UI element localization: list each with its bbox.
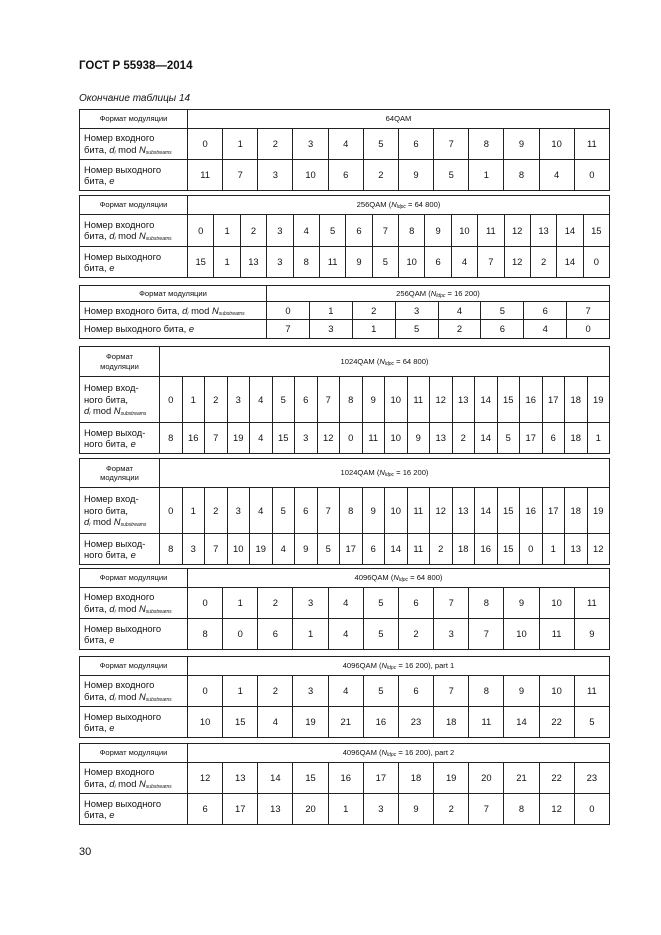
input-bit-cell: 4 (328, 676, 363, 707)
output-bit-cell: 8 (504, 160, 539, 191)
output-bit-cell: 9 (346, 247, 372, 278)
bit-table-64qam (79, 109, 610, 191)
input-bit-cell: 10 (539, 129, 574, 160)
input-bit-cell: 22 (539, 763, 574, 794)
format-label-cell: Формат модуляции (80, 347, 160, 377)
input-bit-cell: 7 (434, 676, 469, 707)
format-name: 1024QAM ( (340, 468, 380, 477)
input-bit-cell: 3 (395, 302, 438, 320)
input-bit-cell: 17 (542, 377, 565, 423)
format-value-cell: 256QAM ($N_{ldpc} = 64$ 800) (188, 196, 610, 215)
output-bit-cell: 2 (452, 423, 475, 454)
input-bit-cell: 0 (160, 377, 183, 423)
output-bit-cell: 2 (363, 160, 398, 191)
output-bit-cell: 7 (469, 794, 504, 825)
input-bit-cell: 9 (425, 215, 451, 247)
output-bit-cell: 13 (240, 247, 266, 278)
input-bit-cell: 11 (574, 676, 609, 707)
format-name: 64QAM (385, 114, 412, 124)
output-bit-cell: 19 (227, 423, 250, 454)
output-bit-cell: 9 (398, 794, 433, 825)
output-bit-cell: 4 (250, 423, 273, 454)
input-bit-cell: 6 (398, 588, 433, 619)
output-bit-cell: 2 (398, 619, 433, 650)
output-bit-cell: 3 (309, 320, 352, 339)
input-bit-cell: 1 (309, 302, 352, 320)
output-bit-cell: 5 (317, 534, 340, 565)
input-bit-label: Номер входного бита, $d_i$ mod $N_{substreams}$ (80, 588, 188, 619)
input-bit-cell: 14 (557, 215, 583, 247)
input-bit-cell: 2 (205, 488, 228, 534)
input-bit-cell: 19 (587, 488, 610, 534)
bit-table-4096qam-16200-part2 (79, 743, 610, 825)
output-bit-label: Номер выходного бита, e (80, 160, 188, 191)
format-name: 4096QAM ( (354, 573, 394, 582)
input-bit-cell: 9 (362, 377, 385, 423)
input-bit-cell: 8 (469, 588, 504, 619)
input-bit-cell: 10 (539, 676, 574, 707)
input-bit-cell: 1 (182, 377, 205, 423)
output-bit-cell: 5 (395, 320, 438, 339)
output-bit-cell: 7 (267, 320, 310, 339)
input-bit-cell: 4 (438, 302, 481, 320)
output-bit-cell: 4 (258, 707, 293, 738)
format-value-cell: 1024QAM ($N_{ldpc} = 16$ 200) (160, 459, 610, 488)
input-bit-cell: 3 (227, 488, 250, 534)
output-bit-cell: 1 (469, 160, 504, 191)
input-bit-cell: 3 (227, 377, 250, 423)
input-bit-cell: 7 (372, 215, 398, 247)
output-bit-label: Номер выходного бита, e (80, 320, 267, 339)
input-bit-cell: 0 (267, 302, 310, 320)
input-bit-cell: 5 (363, 129, 398, 160)
output-bit-cell: 1 (352, 320, 395, 339)
input-bit-cell: 3 (293, 129, 328, 160)
output-bit-cell: 15 (272, 423, 295, 454)
output-bit-cell: 18 (452, 534, 475, 565)
output-bit-cell: 12 (539, 794, 574, 825)
input-bit-cell: 8 (399, 215, 425, 247)
output-bit-cell: 10 (399, 247, 425, 278)
output-bit-cell: 13 (565, 534, 588, 565)
output-bit-cell: 4 (451, 247, 477, 278)
input-bit-cell: 5 (272, 488, 295, 534)
input-bit-cell: 4 (250, 488, 273, 534)
input-bit-cell: 11 (407, 488, 430, 534)
input-bit-cell: 10 (451, 215, 477, 247)
input-bit-cell: 17 (542, 488, 565, 534)
input-bit-cell: 1 (223, 129, 258, 160)
format-value-cell: 256QAM ($N_{ldpc} = 16$ 200) (267, 286, 610, 302)
output-bit-cell: 11 (319, 247, 345, 278)
input-bit-cell: 5 (272, 377, 295, 423)
output-bit-cell: 12 (317, 423, 340, 454)
output-bit-label: Номер выходного бита, e (80, 794, 188, 825)
output-bit-cell: 3 (295, 423, 318, 454)
format-value-cell: 4096QAM ($N_{ldpc} = 16$ 200), part 1 (188, 657, 610, 676)
input-bit-cell: 5 (481, 302, 524, 320)
input-bit-cell: 9 (504, 588, 539, 619)
input-bit-cell: 17 (363, 763, 398, 794)
input-bit-cell: 16 (520, 488, 543, 534)
output-bit-cell: 6 (425, 247, 451, 278)
input-bit-cell: 13 (452, 488, 475, 534)
input-bit-cell: 10 (385, 488, 408, 534)
output-bit-cell: 14 (475, 423, 498, 454)
output-bit-cell: 16 (475, 534, 498, 565)
output-bit-cell: 11 (469, 707, 504, 738)
output-bit-cell: 9 (398, 160, 433, 191)
input-bit-cell: 12 (430, 488, 453, 534)
input-bit-cell: 2 (258, 129, 293, 160)
output-bit-cell: 4 (272, 534, 295, 565)
format-name: 256QAM ( (396, 288, 431, 298)
output-bit-cell: 9 (574, 619, 609, 650)
input-bit-cell: 0 (188, 129, 223, 160)
output-bit-cell: 14 (385, 534, 408, 565)
output-bit-cell: 10 (385, 423, 408, 454)
input-bit-cell: 0 (188, 676, 223, 707)
output-bit-cell: 4 (539, 160, 574, 191)
output-bit-cell: 5 (372, 247, 398, 278)
input-bit-cell: 2 (240, 215, 266, 247)
input-bit-cell: 13 (530, 215, 556, 247)
input-bit-label: Номер входного бита, $d_i$ mod $N_{substreams}$ (80, 676, 188, 707)
output-bit-cell: 5 (434, 160, 469, 191)
output-bit-cell: 15 (223, 707, 258, 738)
input-bit-cell: 7 (434, 588, 469, 619)
input-bit-cell: 18 (565, 488, 588, 534)
input-bit-cell: 8 (469, 676, 504, 707)
output-bit-cell: 18 (565, 423, 588, 454)
input-bit-cell: 12 (188, 763, 223, 794)
format-label-cell: Формат модуляции (80, 657, 188, 676)
output-bit-cell: 0 (520, 534, 543, 565)
input-bit-cell: 20 (469, 763, 504, 794)
output-bit-cell: 13 (258, 794, 293, 825)
format-label-cell: Формат модуляции (80, 744, 188, 763)
output-bit-label: Номер выходного бита, e (80, 247, 188, 278)
output-bit-cell: 1 (293, 619, 328, 650)
output-bit-cell: 5 (363, 619, 398, 650)
input-bit-cell: 2 (258, 676, 293, 707)
output-bit-cell: 21 (328, 707, 363, 738)
document-header: ГОСТ Р 55938—2014 (79, 60, 193, 72)
output-bit-cell: 11 (407, 534, 430, 565)
input-bit-cell: 12 (430, 377, 453, 423)
input-bit-cell: 5 (363, 676, 398, 707)
format-label-cell: Формат модуляции (80, 110, 188, 129)
page-number: 30 (79, 846, 92, 858)
output-bit-cell: 0 (574, 160, 609, 191)
output-bit-cell: 3 (267, 247, 293, 278)
output-bit-cell: 7 (205, 423, 228, 454)
input-bit-cell: 0 (160, 488, 183, 534)
output-bit-cell: 0 (340, 423, 363, 454)
input-bit-cell: 19 (434, 763, 469, 794)
input-bit-cell: 1 (182, 488, 205, 534)
output-bit-cell: 18 (434, 707, 469, 738)
output-bit-cell: 4 (328, 619, 363, 650)
format-label-cell: Формат модуляции (80, 569, 188, 588)
input-bit-cell: 11 (407, 377, 430, 423)
output-bit-cell: 7 (469, 619, 504, 650)
input-bit-cell: 9 (362, 488, 385, 534)
output-bit-cell: 22 (539, 707, 574, 738)
output-bit-cell: 11 (539, 619, 574, 650)
output-bit-cell: 17 (520, 423, 543, 454)
output-bit-cell: 8 (160, 423, 183, 454)
output-bit-cell: 6 (542, 423, 565, 454)
input-bit-cell: 14 (475, 488, 498, 534)
format-label-cell: Формат модуляции (80, 196, 188, 215)
input-bit-cell: 16 (328, 763, 363, 794)
input-bit-cell: 6 (295, 377, 318, 423)
output-bit-cell: 9 (295, 534, 318, 565)
output-bit-cell: 2 (434, 794, 469, 825)
input-bit-cell: 7 (317, 488, 340, 534)
output-bit-cell: 15 (188, 247, 214, 278)
input-bit-cell: 5 (319, 215, 345, 247)
format-name: 1024QAM ( (340, 356, 380, 366)
output-bit-cell: 3 (363, 794, 398, 825)
input-bit-cell: 4 (328, 129, 363, 160)
output-bit-label: Номер выходного бита, e (80, 619, 188, 650)
input-bit-cell: 13 (452, 377, 475, 423)
input-bit-cell: 1 (223, 588, 258, 619)
input-bit-cell: 1 (223, 676, 258, 707)
bit-table-4096qam-64800 (79, 568, 610, 650)
output-bit-cell: 10 (227, 534, 250, 565)
input-bit-cell: 4 (328, 588, 363, 619)
format-label-cell: Формат модуляции (80, 286, 267, 302)
output-bit-cell: 16 (182, 423, 205, 454)
output-bit-cell: 7 (205, 534, 228, 565)
input-bit-label: Номер входного бита, $d_i$ mod $N_{substreams}$ (80, 129, 188, 160)
output-bit-cell: 16 (363, 707, 398, 738)
output-bit-cell: 7 (478, 247, 504, 278)
format-value-cell: 1024QAM ($N_{ldpc} = 64$ 800) (160, 347, 610, 377)
input-bit-cell: 1 (214, 215, 240, 247)
input-bit-cell: 18 (565, 377, 588, 423)
output-bit-cell: 6 (328, 160, 363, 191)
input-bit-cell: 2 (258, 588, 293, 619)
input-bit-cell: 5 (363, 588, 398, 619)
output-bit-cell: 1 (587, 423, 610, 454)
input-bit-cell: 15 (583, 215, 609, 247)
output-bit-cell: 19 (250, 534, 273, 565)
input-bit-cell: 10 (539, 588, 574, 619)
input-bit-cell: 7 (317, 377, 340, 423)
input-bit-cell: 4 (250, 377, 273, 423)
input-bit-cell: 15 (497, 488, 520, 534)
output-bit-cell: 8 (293, 247, 319, 278)
input-bit-cell: 6 (346, 215, 372, 247)
input-bit-cell: 9 (504, 129, 539, 160)
format-value-cell (188, 110, 610, 129)
input-bit-label: Номер входного бита, $d_i$ mod $N_{substreams}$ (80, 215, 188, 247)
output-bit-cell: 1 (328, 794, 363, 825)
output-bit-label: Номер выход- ного бита, e (80, 423, 160, 454)
output-bit-cell: 9 (407, 423, 430, 454)
output-bit-label: Номер выход- ного бита, e (80, 534, 160, 565)
input-bit-cell: 2 (205, 377, 228, 423)
output-bit-cell: 10 (504, 619, 539, 650)
output-bit-cell: 6 (362, 534, 385, 565)
input-bit-cell: 14 (258, 763, 293, 794)
input-bit-cell: 16 (520, 377, 543, 423)
input-bit-cell: 6 (524, 302, 567, 320)
output-bit-cell: 17 (340, 534, 363, 565)
output-bit-cell: 0 (567, 320, 610, 339)
output-bit-cell: 0 (583, 247, 609, 278)
input-bit-cell: 18 (398, 763, 433, 794)
input-bit-cell: 6 (398, 129, 433, 160)
output-bit-cell: 1 (214, 247, 240, 278)
output-bit-cell: 14 (557, 247, 583, 278)
input-bit-cell: 7 (434, 129, 469, 160)
format-name: 4096QAM ( (342, 748, 382, 757)
input-bit-cell: 14 (475, 377, 498, 423)
output-bit-cell: 15 (497, 534, 520, 565)
input-bit-cell: 8 (340, 488, 363, 534)
output-bit-cell: 0 (574, 794, 609, 825)
input-bit-cell: 11 (574, 129, 609, 160)
output-bit-cell: 20 (293, 794, 328, 825)
input-bit-cell: 6 (295, 488, 318, 534)
bit-table-1024qam-64800 (79, 346, 610, 454)
bit-table-1024qam-16200 (79, 458, 610, 565)
output-bit-cell: 12 (504, 247, 530, 278)
output-bit-cell: 17 (223, 794, 258, 825)
input-bit-cell: 15 (497, 377, 520, 423)
output-bit-cell: 2 (530, 247, 556, 278)
output-bit-cell: 11 (188, 160, 223, 191)
input-bit-cell: 19 (587, 377, 610, 423)
input-bit-cell: 8 (469, 129, 504, 160)
output-bit-cell: 3 (434, 619, 469, 650)
output-bit-cell: 6 (258, 619, 293, 650)
input-bit-cell: 23 (574, 763, 609, 794)
input-bit-cell: 11 (478, 215, 504, 247)
output-bit-cell: 0 (223, 619, 258, 650)
output-bit-cell: 13 (430, 423, 453, 454)
output-bit-cell: 3 (258, 160, 293, 191)
input-bit-cell: 0 (188, 588, 223, 619)
output-bit-cell: 6 (188, 794, 223, 825)
output-bit-cell: 1 (542, 534, 565, 565)
input-bit-cell: 4 (293, 215, 319, 247)
output-bit-cell: 8 (160, 534, 183, 565)
output-bit-cell: 11 (362, 423, 385, 454)
bit-table-4096qam-16200-part1 (79, 656, 610, 738)
output-bit-cell: 19 (293, 707, 328, 738)
output-bit-cell: 2 (438, 320, 481, 339)
input-bit-cell: 6 (398, 676, 433, 707)
format-value-cell: 4096QAM ($N_{ldpc} = 16$ 200), part 2 (188, 744, 610, 763)
output-bit-cell: 2 (430, 534, 453, 565)
input-bit-cell: 7 (567, 302, 610, 320)
input-bit-label: Номер входного бита, $d_i$ mod $N_{substreams}$ (80, 763, 188, 794)
input-bit-cell: 8 (340, 377, 363, 423)
table-caption: Окончание таблицы 14 (79, 93, 191, 104)
output-bit-cell: 12 (587, 534, 610, 565)
input-bit-cell: 21 (504, 763, 539, 794)
output-bit-cell: 23 (398, 707, 433, 738)
output-bit-cell: 10 (188, 707, 223, 738)
input-bit-cell: 9 (504, 676, 539, 707)
output-bit-cell: 5 (497, 423, 520, 454)
output-bit-cell: 6 (481, 320, 524, 339)
input-bit-cell: 2 (352, 302, 395, 320)
output-bit-cell: 10 (293, 160, 328, 191)
input-bit-cell: 0 (188, 215, 214, 247)
output-bit-cell: 8 (504, 794, 539, 825)
output-bit-cell: 7 (223, 160, 258, 191)
format-name: 256QAM ( (356, 200, 392, 209)
output-bit-cell: 14 (504, 707, 539, 738)
input-bit-cell: 3 (267, 215, 293, 247)
input-bit-cell: 11 (574, 588, 609, 619)
output-bit-cell: 8 (188, 619, 223, 650)
input-bit-cell: 12 (504, 215, 530, 247)
input-bit-cell: 10 (385, 377, 408, 423)
input-bit-label: Номер вход- ного бита, $d_i$ mod $N_{substreams}$ (80, 377, 160, 423)
input-bit-cell: 3 (293, 588, 328, 619)
output-bit-cell: 5 (574, 707, 609, 738)
output-bit-cell: 3 (182, 534, 205, 565)
bit-table-256qam-64800 (79, 195, 610, 278)
format-name: 4096QAM ( (342, 661, 382, 670)
input-bit-cell: 13 (223, 763, 258, 794)
output-bit-cell: 4 (524, 320, 567, 339)
input-bit-cell: 15 (293, 763, 328, 794)
bit-table-256qam-16200 (79, 285, 610, 339)
format-label-cell: Формат модуляции (80, 459, 160, 488)
input-bit-label: Номер вход- ного бита, $d_i$ mod $N_{substreams}$ (80, 488, 160, 534)
input-bit-cell: 3 (293, 676, 328, 707)
output-bit-label: Номер выходного бита, e (80, 707, 188, 738)
format-value-cell: 4096QAM ($N_{ldpc} = 64$ 800) (188, 569, 610, 588)
input-bit-label: Номер входного бита, $d_i$ mod $N_{substreams}$ (80, 302, 267, 320)
